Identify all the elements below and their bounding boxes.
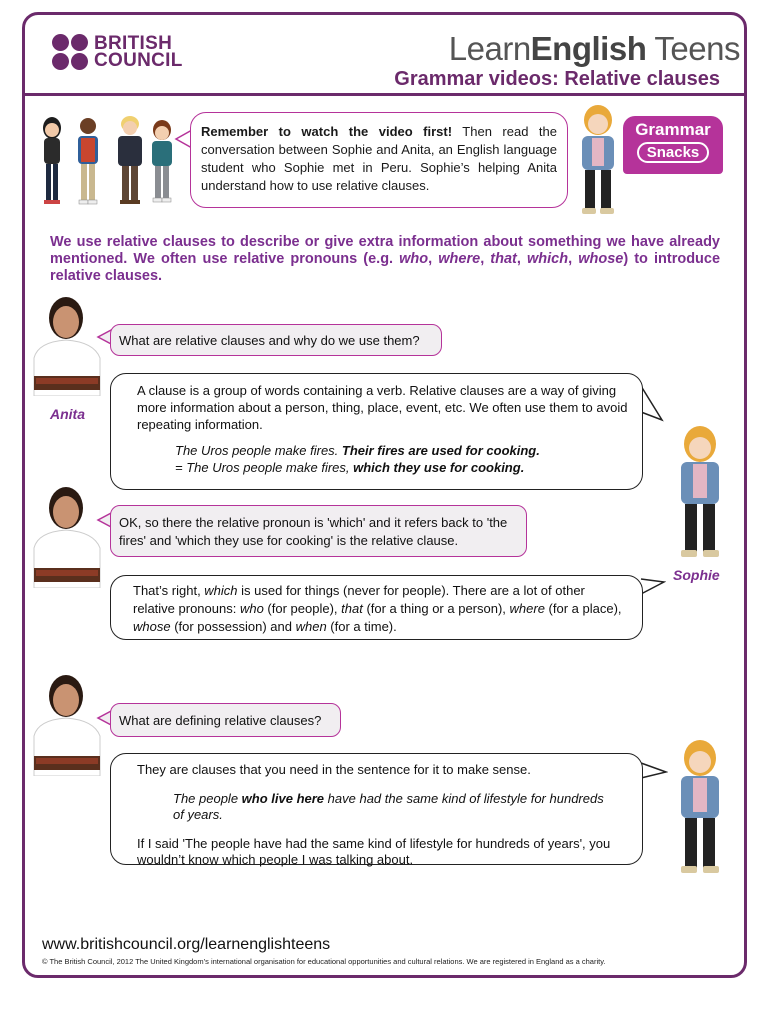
lead-paragraph: We use relative clauses to describe or give extra information about something we have already mentioned. We often use relative pronouns (e.g. who, where, that, which, whose) to introduce relative clauses.: [50, 234, 721, 284]
a3-text-2: If I said 'The people have had the same kind of lifestyle for hundreds of years', you wouldn’t know which people I was talking about.: [137, 836, 611, 867]
grammar-snacks-badge[interactable]: [623, 116, 723, 174]
a1-text: A clause is a group of words containing a verb. Relative clauses are a way of giving more information about a person, thing, place, event, etc. We often use them to avoid repeating information.: [137, 383, 628, 432]
sophie-bottom-illustration: [670, 738, 730, 878]
a1-example-1: The Uros people make fires. Their fires are used for cooking.: [175, 443, 540, 458]
anita-portrait-3: [30, 670, 104, 776]
site-title: LearnEnglish Teens: [448, 30, 740, 67]
intro-bubble: [190, 112, 568, 208]
anita-label: Anita: [50, 406, 85, 422]
sophie-top-illustration: [572, 104, 624, 218]
intro-text: Then read the conversation between Sophie and Anita, an English language student who Sophie met in Peru. Sophie’s helping Anita understand how to use relative clauses.: [201, 124, 557, 193]
q1-bubble: What are relative clauses and why do we use them?: [110, 324, 442, 356]
logo-line-2: COUNCIL: [94, 50, 183, 71]
intro-bold: Remember to watch the video first!: [201, 124, 453, 139]
a1-example-2: = The Uros people make fires, which they use for cooking.: [175, 460, 525, 475]
q3-bubble: What are defining relative clauses?: [110, 703, 341, 737]
badge-line-2: Snacks: [637, 142, 710, 163]
teens-group-illustration: [38, 114, 178, 210]
footer-url-link[interactable]: www.britishcouncil.org/learnenglishteens: [42, 936, 331, 953]
a1-tail: [640, 384, 664, 424]
a3-text-1: They are clauses that you need in the sentence for it to make sense.: [137, 762, 531, 777]
british-council-logo[interactable]: [52, 34, 183, 70]
a2-tail: [640, 576, 666, 600]
anita-portrait-1: [30, 292, 104, 396]
logo-line-1: BRITISH: [94, 33, 173, 54]
british-council-dots-icon: [52, 34, 88, 70]
a2-bubble: That’s right, which is used for things (never for people). There are a lot of other relative pronouns: who (for people), that (for a thing or a person), where (for a place), whose (for possession) and when (for a time).: [110, 575, 643, 640]
anita-portrait-2: [30, 482, 104, 588]
badge-line-1: Grammar: [635, 120, 711, 139]
header-divider: [22, 93, 747, 96]
a3-example: The people who live here have had the same kind of lifestyle for hundreds of years.: [173, 791, 604, 822]
sophie-middle-illustration: [670, 424, 730, 562]
footer-copyright: © The British Council, 2012 The United Kingdom’s international organisation for educational opportunities and cultural relations. We are registered in England as a charity.: [42, 957, 606, 966]
q2-bubble: OK, so there the relative pronoun is 'which' and it refers back to 'the fires' and 'which they use for cooking' is the relative clause.: [110, 505, 527, 557]
a1-bubble: [110, 373, 643, 490]
page-subtitle: Grammar videos: Relative clauses: [394, 68, 720, 90]
a3-bubble: [110, 753, 643, 865]
sophie-label: Sophie: [673, 567, 720, 583]
a3-tail: [640, 760, 668, 784]
